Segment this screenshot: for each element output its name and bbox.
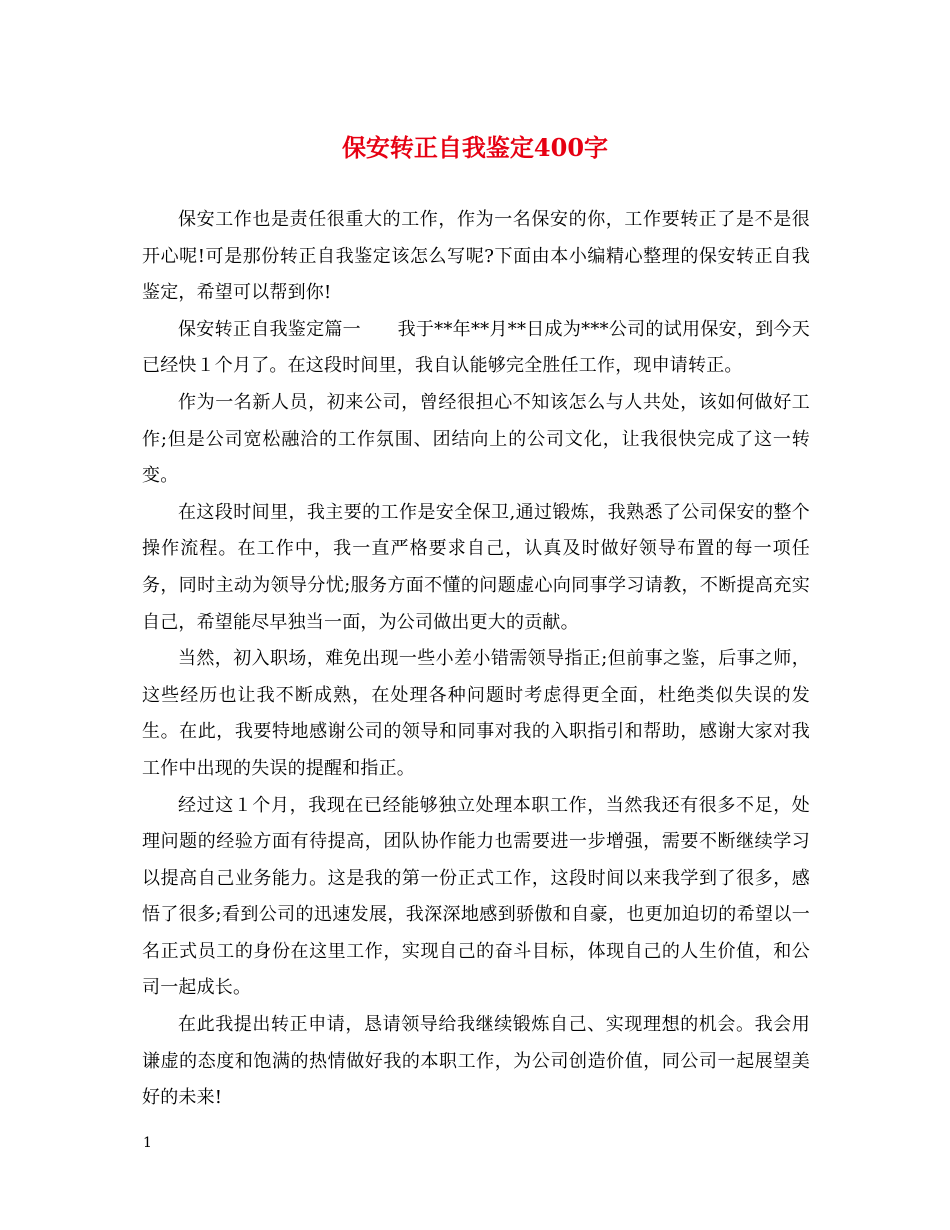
paragraph-4: 在这段时间里，我主要的工作是安全保卫,通过锻炼，我熟悉了公司保安的整个操作流程。在工作中，我一直严格要求自己，认真及时做好领导布置的每一项任务，同时主动为领导分忧;服务方面不懂的问题虚心向同事学习请教，不断提高充实自己，希望能尽早独当一面，为公司做出更大的贡献。 [142,501,810,633]
paragraph-7: 在此我提出转正申请，恳请领导给我继续锻炼自己、实现理想的机会。我会用谦虚的态度和饱满的热情做好我的本职工作，为公司创造价值，同公司一起展望美好的未来! [142,1014,810,1109]
paragraph-5: 当然，初入职场，难免出现一些小差小错需领导指正;但前事之鉴，后事之师，这些经历也让我不断成熟，在处理各种问题时考虑得更全面，杜绝类似失误的发生。在此，我要特地感谢公司的领导和同事对我的入职指引和帮助，感谢大家对我工作中出现的失误的提醒和指正。 [142,648,810,779]
paragraph-1: 保安工作也是责任很重大的工作，作为一名保安的你，工作要转正了是不是很开心呢!可是那份转正自我鉴定该怎么写呢?下面由本小编精心整理的保安转正自我鉴定，希望可以帮到你! [142,209,810,304]
paragraph-2: 保安转正自我鉴定篇一 我于**年**月**日成为***公司的试用保安，到今天已经快１个月了。在这段时间里，我自认能够完全胜任工作，现申请转正。 [142,318,810,377]
paragraph-3: 作为一名新人员，初来公司，曾经很担心不知该怎么与人共处，该如何做好工作;但是公司宽松融洽的工作氛围、团结向上的公司文化，让我很快完成了这一转变。 [142,391,810,487]
page-number: 1 [143,1135,152,1151]
document-title: 保安转正自我鉴定400字 [341,133,609,162]
document-body [142,202,810,1117]
paragraph-6: 经过这１个月，我现在已经能够独立处理本职工作，当然我还有很多不足，处理问题的经验方面有待提高，团队协作能力也需要进一步增强，需要不断继续学习以提高自己业务能力。这是我的第一份正式工作，这段时间以来我学到了很多，感悟了很多;看到公司的迅速发展，我深深地感到骄傲和自豪，也更加迫切的希望以一名正式员工的身份在这里工作，实现自己的奋斗目标，体现自己的人生价值，和公司一起成长。 [142,794,810,999]
